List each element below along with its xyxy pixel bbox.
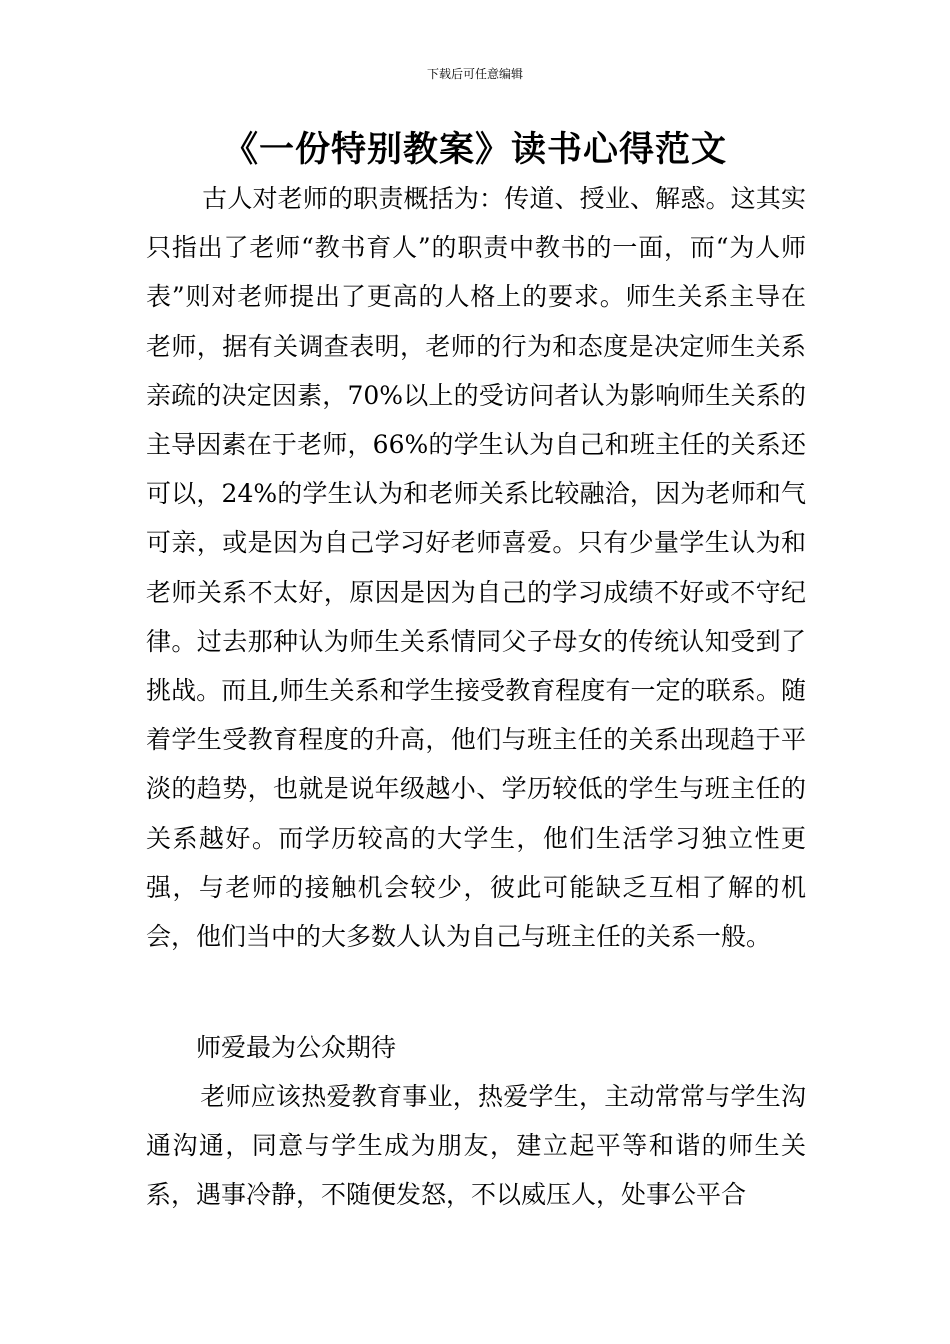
- section-subheading: 师爱最为公众期待: [196, 1033, 397, 1062]
- header-note: 下载后可任意编辑: [426, 67, 523, 81]
- paragraph-1-text: 古人对老师的职责概括为：传道、授业、解惑。这其实只指出了老师“教书育人”的职责中教书的一面，而“为人师表”则对老师提出了更高的人格上的要求。师生关系主导在老师，据有关调查表明，老师的行为和态度是决定师生关系亲疏的决定因素，70%以上的受访问者认为影响师生关系的主导因素在于老师，66%的学生认为自己和班主任的关系还可以，24%的学生认为和老师关系比较融洽，因为老师和气可亲，或是因为自己学习好老师喜爱。只有少量学生认为和老师关系不太好，原因是因为自己的学习成绩不好或不守纪律。过去那种认为师生关系情同父子母女的传统认知受到了挑战。而且,师生关系和学生接受教育程度有一定的联系。随着学生受教育程度的升高，他们与班主任的关系出现趋于平淡的趋势，也就是说年级越小、学历较低的学生与班主任的关系越好。而学历较高的大学生，他们生活学习独立性更强，与老师的接触机会较少，彼此可能缺乏互相了解的机会，他们当中的大多数人认为自己与班主任的关系一般。: [146, 184, 806, 952]
- body-paragraph-1: [146, 174, 806, 961]
- body-paragraph-2: [146, 1072, 806, 1220]
- document-title: 《一份特别教案》读书心得范文: [222, 130, 727, 170]
- paragraph-2-text: 老师应该热爱教育事业，热爱学生，主动常常与学生沟通沟通，同意与学生成为朋友，建立起平等和谐的师生关系，遇事冷静，不随便发怒，不以威压人，处事公平合: [146, 1082, 806, 1210]
